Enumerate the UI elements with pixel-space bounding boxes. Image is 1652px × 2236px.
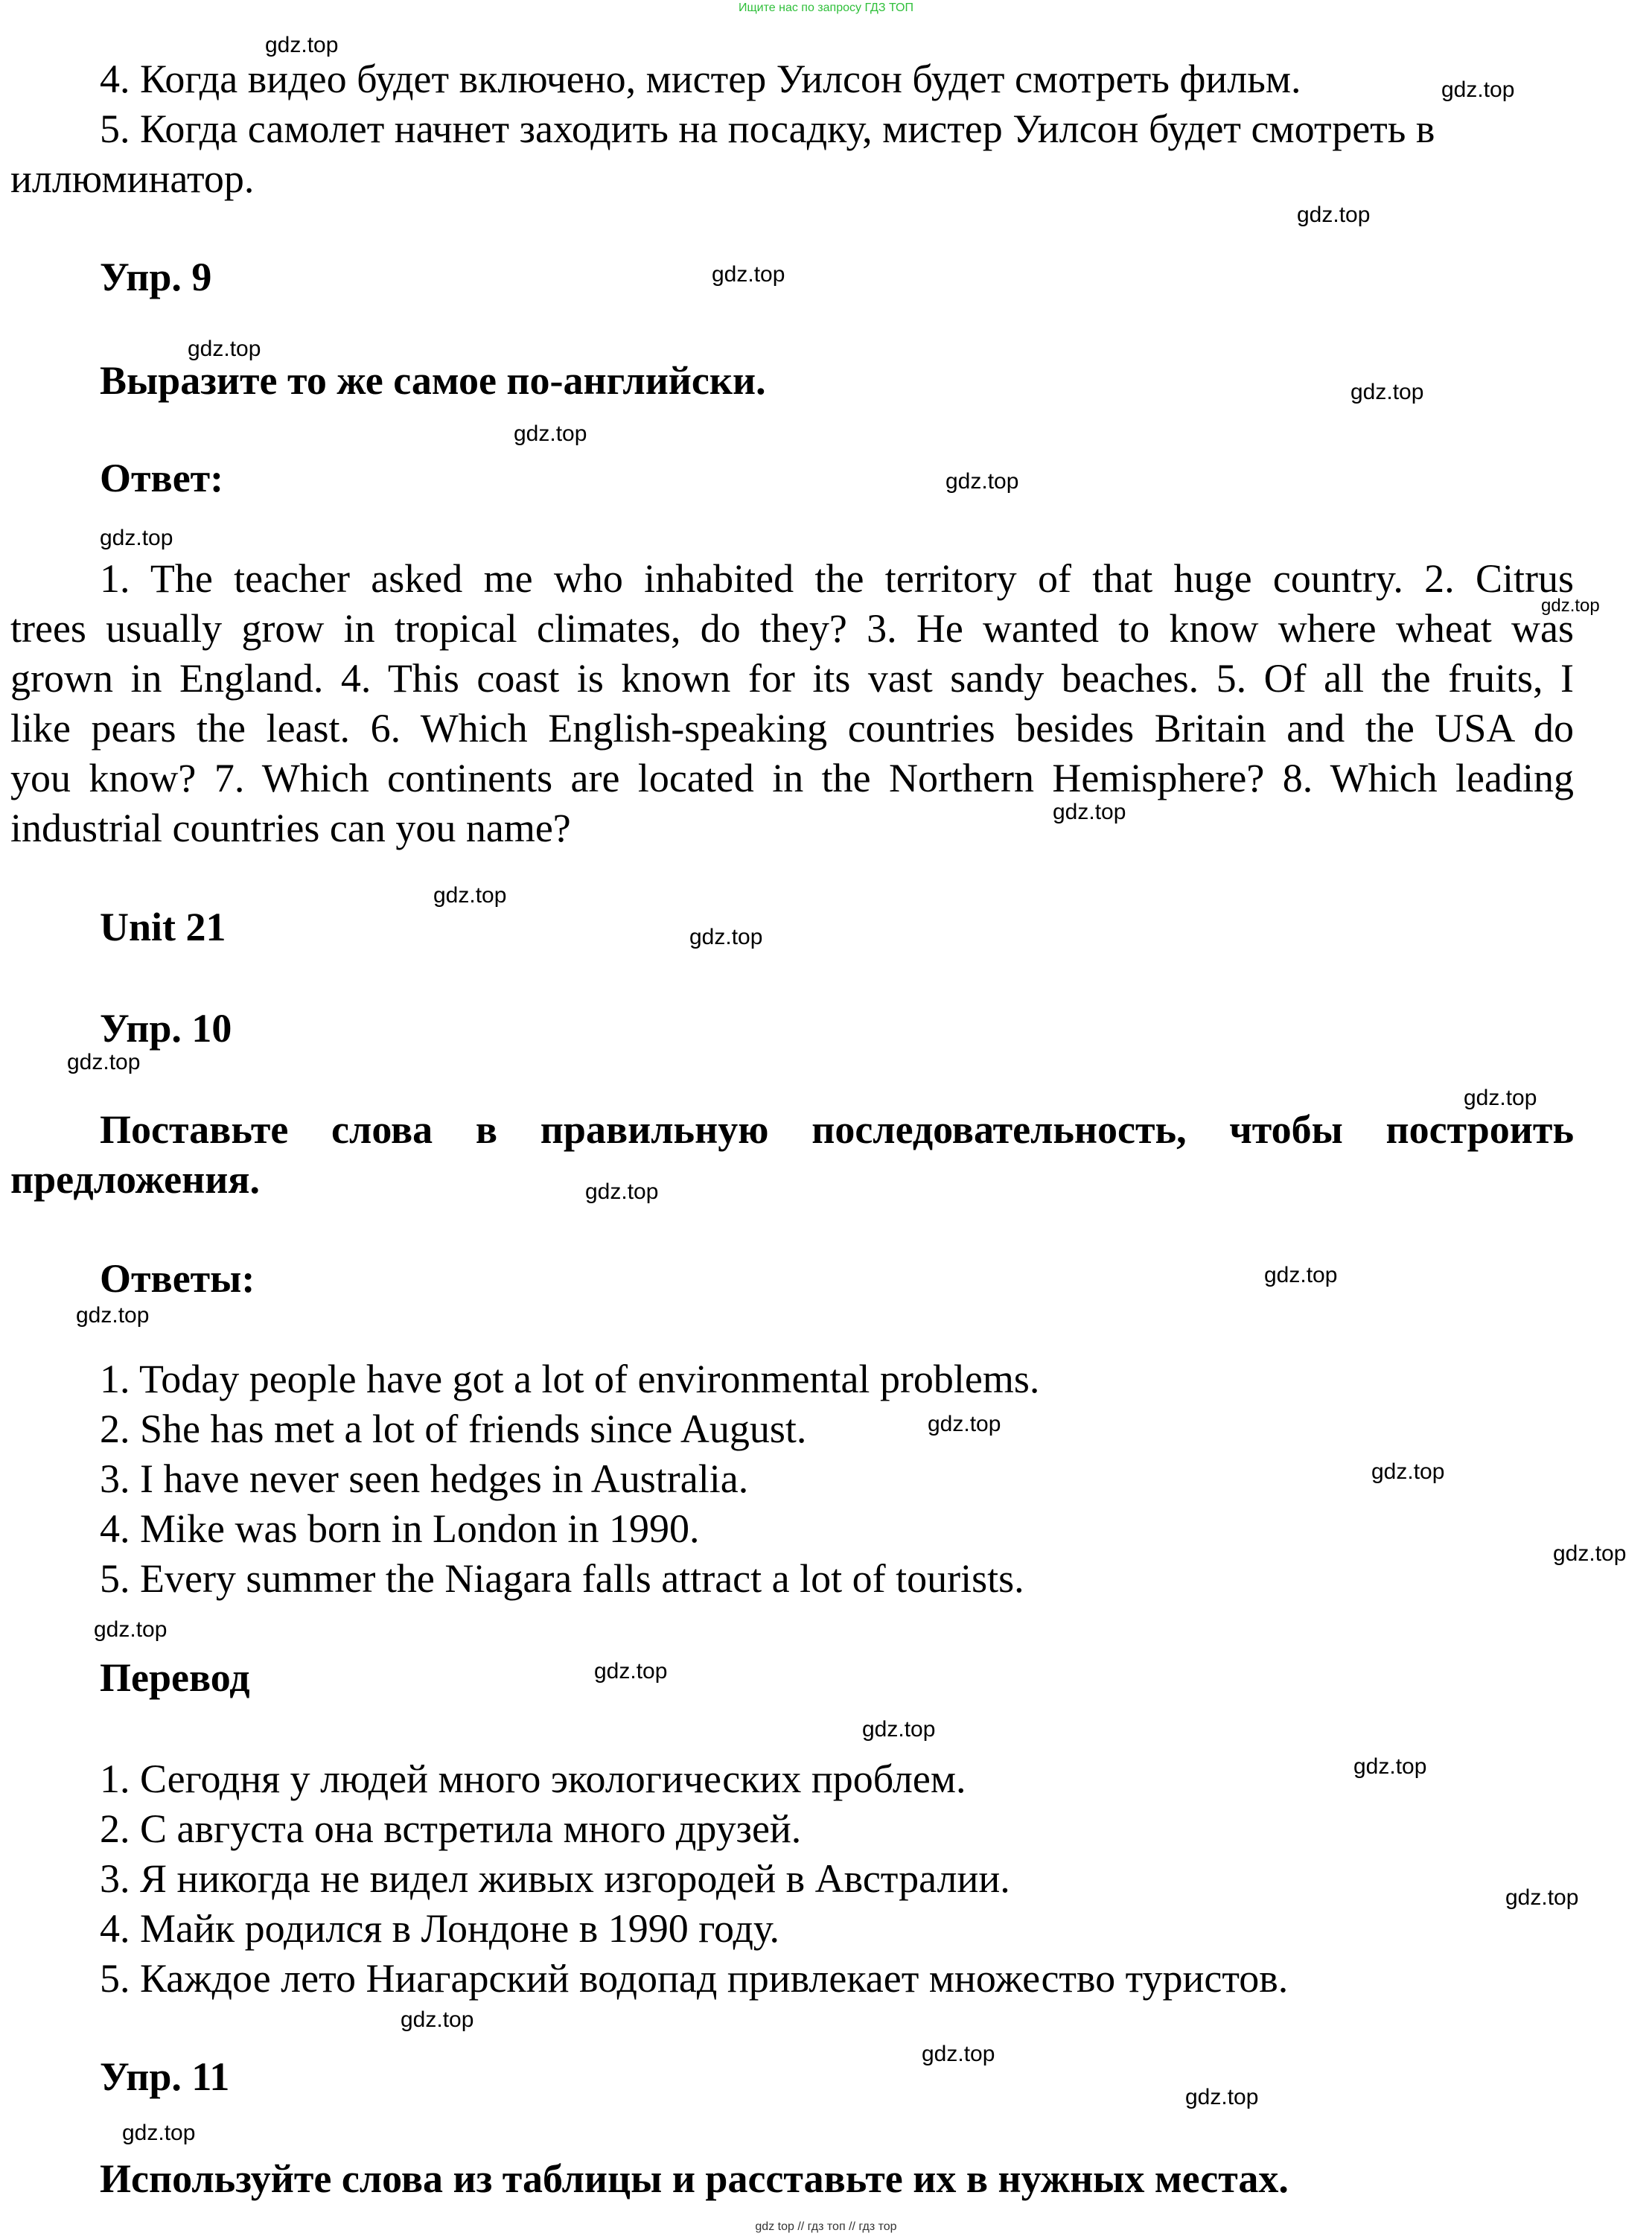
watermark: gdz.top — [928, 1412, 1001, 1436]
exercise-10-answer: 3. I have never seen hedges in Australia. — [100, 1456, 749, 1501]
unit-title: Unit 21 — [100, 905, 226, 949]
watermark: gdz.top — [188, 337, 261, 361]
watermark: gdz.top — [1371, 1459, 1445, 1484]
watermark: gdz.top — [1053, 800, 1126, 824]
exercise-10-translation: 5. Каждое лето Ниагарский водопад привлекает множество туристов. — [100, 1956, 1289, 2001]
exercise-9-answer-line: like pears the least. 6. Which English-speaking countries besides Britain and the USA do — [10, 706, 1574, 751]
watermark: gdz.top — [922, 2042, 995, 2066]
exercise-10-answer-label: Ответы: — [100, 1256, 255, 1301]
watermark: gdz.top — [1464, 1086, 1537, 1110]
exercise-10-answer: 1. Today people have got a lot of environmental problems. — [100, 1357, 1040, 1401]
watermark: gdz.top — [1553, 1541, 1627, 1566]
watermark: gdz.top — [265, 33, 339, 57]
exercise-9-answer-line: 1. The teacher asked me who inhabited the territory of that huge country. 2. Citrus — [100, 556, 1574, 601]
watermark: gdz.top — [514, 421, 587, 446]
translation-label: Перевод — [100, 1655, 250, 1700]
search-banner[interactable]: Ищите нас по запросу ГДЗ ТОП — [739, 1, 913, 14]
watermark: gdz.top — [122, 2121, 196, 2145]
watermark: gdz.top — [1541, 596, 1600, 616]
watermark: gdz.top — [1350, 380, 1424, 404]
prev-sentence-5a: 5. Когда самолет начнет заходить на посадку, мистер Уилсон будет смотреть в — [100, 106, 1435, 151]
watermark: gdz.top — [1505, 1885, 1579, 1910]
exercise-10-translation: 3. Я никогда не видел живых изгородей в Австралии. — [100, 1856, 1010, 1901]
watermark: gdz.top — [401, 2007, 474, 2032]
exercise-11-title: Упр. 11 — [100, 2054, 230, 2099]
watermark: gdz.top — [67, 1050, 141, 1074]
watermark: gdz.top — [945, 469, 1019, 494]
exercise-9-answer-line: trees usually grow in tropical climates, do they? 3. He wanted to know where wheat was — [10, 606, 1574, 651]
footer-links[interactable]: gdz top // гдз топ // гдз тор — [755, 2220, 897, 2233]
watermark: gdz.top — [94, 1617, 168, 1642]
exercise-11-task: Используйте слова из таблицы и расставьте их в нужных местах. — [100, 2156, 1289, 2201]
watermark: gdz.top — [1353, 1754, 1427, 1779]
exercise-9-task: Выразите то же самое по-английски. — [100, 358, 766, 403]
watermark: gdz.top — [689, 925, 763, 949]
exercise-10-answer: 5. Every summer the Niagara falls attract a lot of tourists. — [100, 1556, 1024, 1601]
exercise-9-title: Упр. 9 — [100, 255, 212, 299]
exercise-9-answer-line: grown in England. 4. This coast is known for its vast sandy beaches. 5. Of all the fruits, I — [10, 656, 1574, 701]
watermark: gdz.top — [433, 883, 507, 908]
exercise-10-translation: 2. С августа она встретила много друзей. — [100, 1806, 802, 1851]
exercise-10-translation: 1. Сегодня у людей много экологических проблем. — [100, 1756, 966, 1801]
exercise-10-answer: 2. She has met a lot of friends since August. — [100, 1407, 807, 1451]
exercise-10-task-line: Поставьте слова в правильную последовательность, чтобы построить — [100, 1107, 1574, 1152]
exercise-9-answer-line: industrial countries can you name? — [10, 806, 571, 850]
watermark: gdz.top — [712, 262, 785, 287]
exercise-10-translation: 4. Майк родился в Лондоне в 1990 году. — [100, 1906, 780, 1951]
watermark: gdz.top — [594, 1659, 668, 1684]
exercise-10-answer: 4. Mike was born in London in 1990. — [100, 1506, 700, 1551]
watermark: gdz.top — [76, 1303, 150, 1328]
watermark: gdz.top — [1185, 2085, 1259, 2109]
exercise-10-title: Упр. 10 — [100, 1006, 232, 1051]
watermark: gdz.top — [1297, 203, 1371, 227]
watermark: gdz.top — [1264, 1263, 1338, 1287]
prev-sentence-4: 4. Когда видео будет включено, мистер Уилсон будет смотреть фильм. — [100, 57, 1301, 101]
exercise-9-answer-line: you know? 7. Which continents are located in the Northern Hemisphere? 8. Which leading — [10, 756, 1574, 800]
exercise-9-answer-label: Ответ: — [100, 456, 224, 500]
watermark: gdz.top — [862, 1717, 936, 1742]
prev-sentence-5b: иллюминатор. — [10, 156, 255, 201]
watermark: gdz.top — [585, 1179, 659, 1204]
watermark: gdz.top — [1441, 77, 1515, 102]
exercise-10-task-line: предложения. — [10, 1157, 261, 1202]
watermark: gdz.top — [100, 526, 173, 550]
